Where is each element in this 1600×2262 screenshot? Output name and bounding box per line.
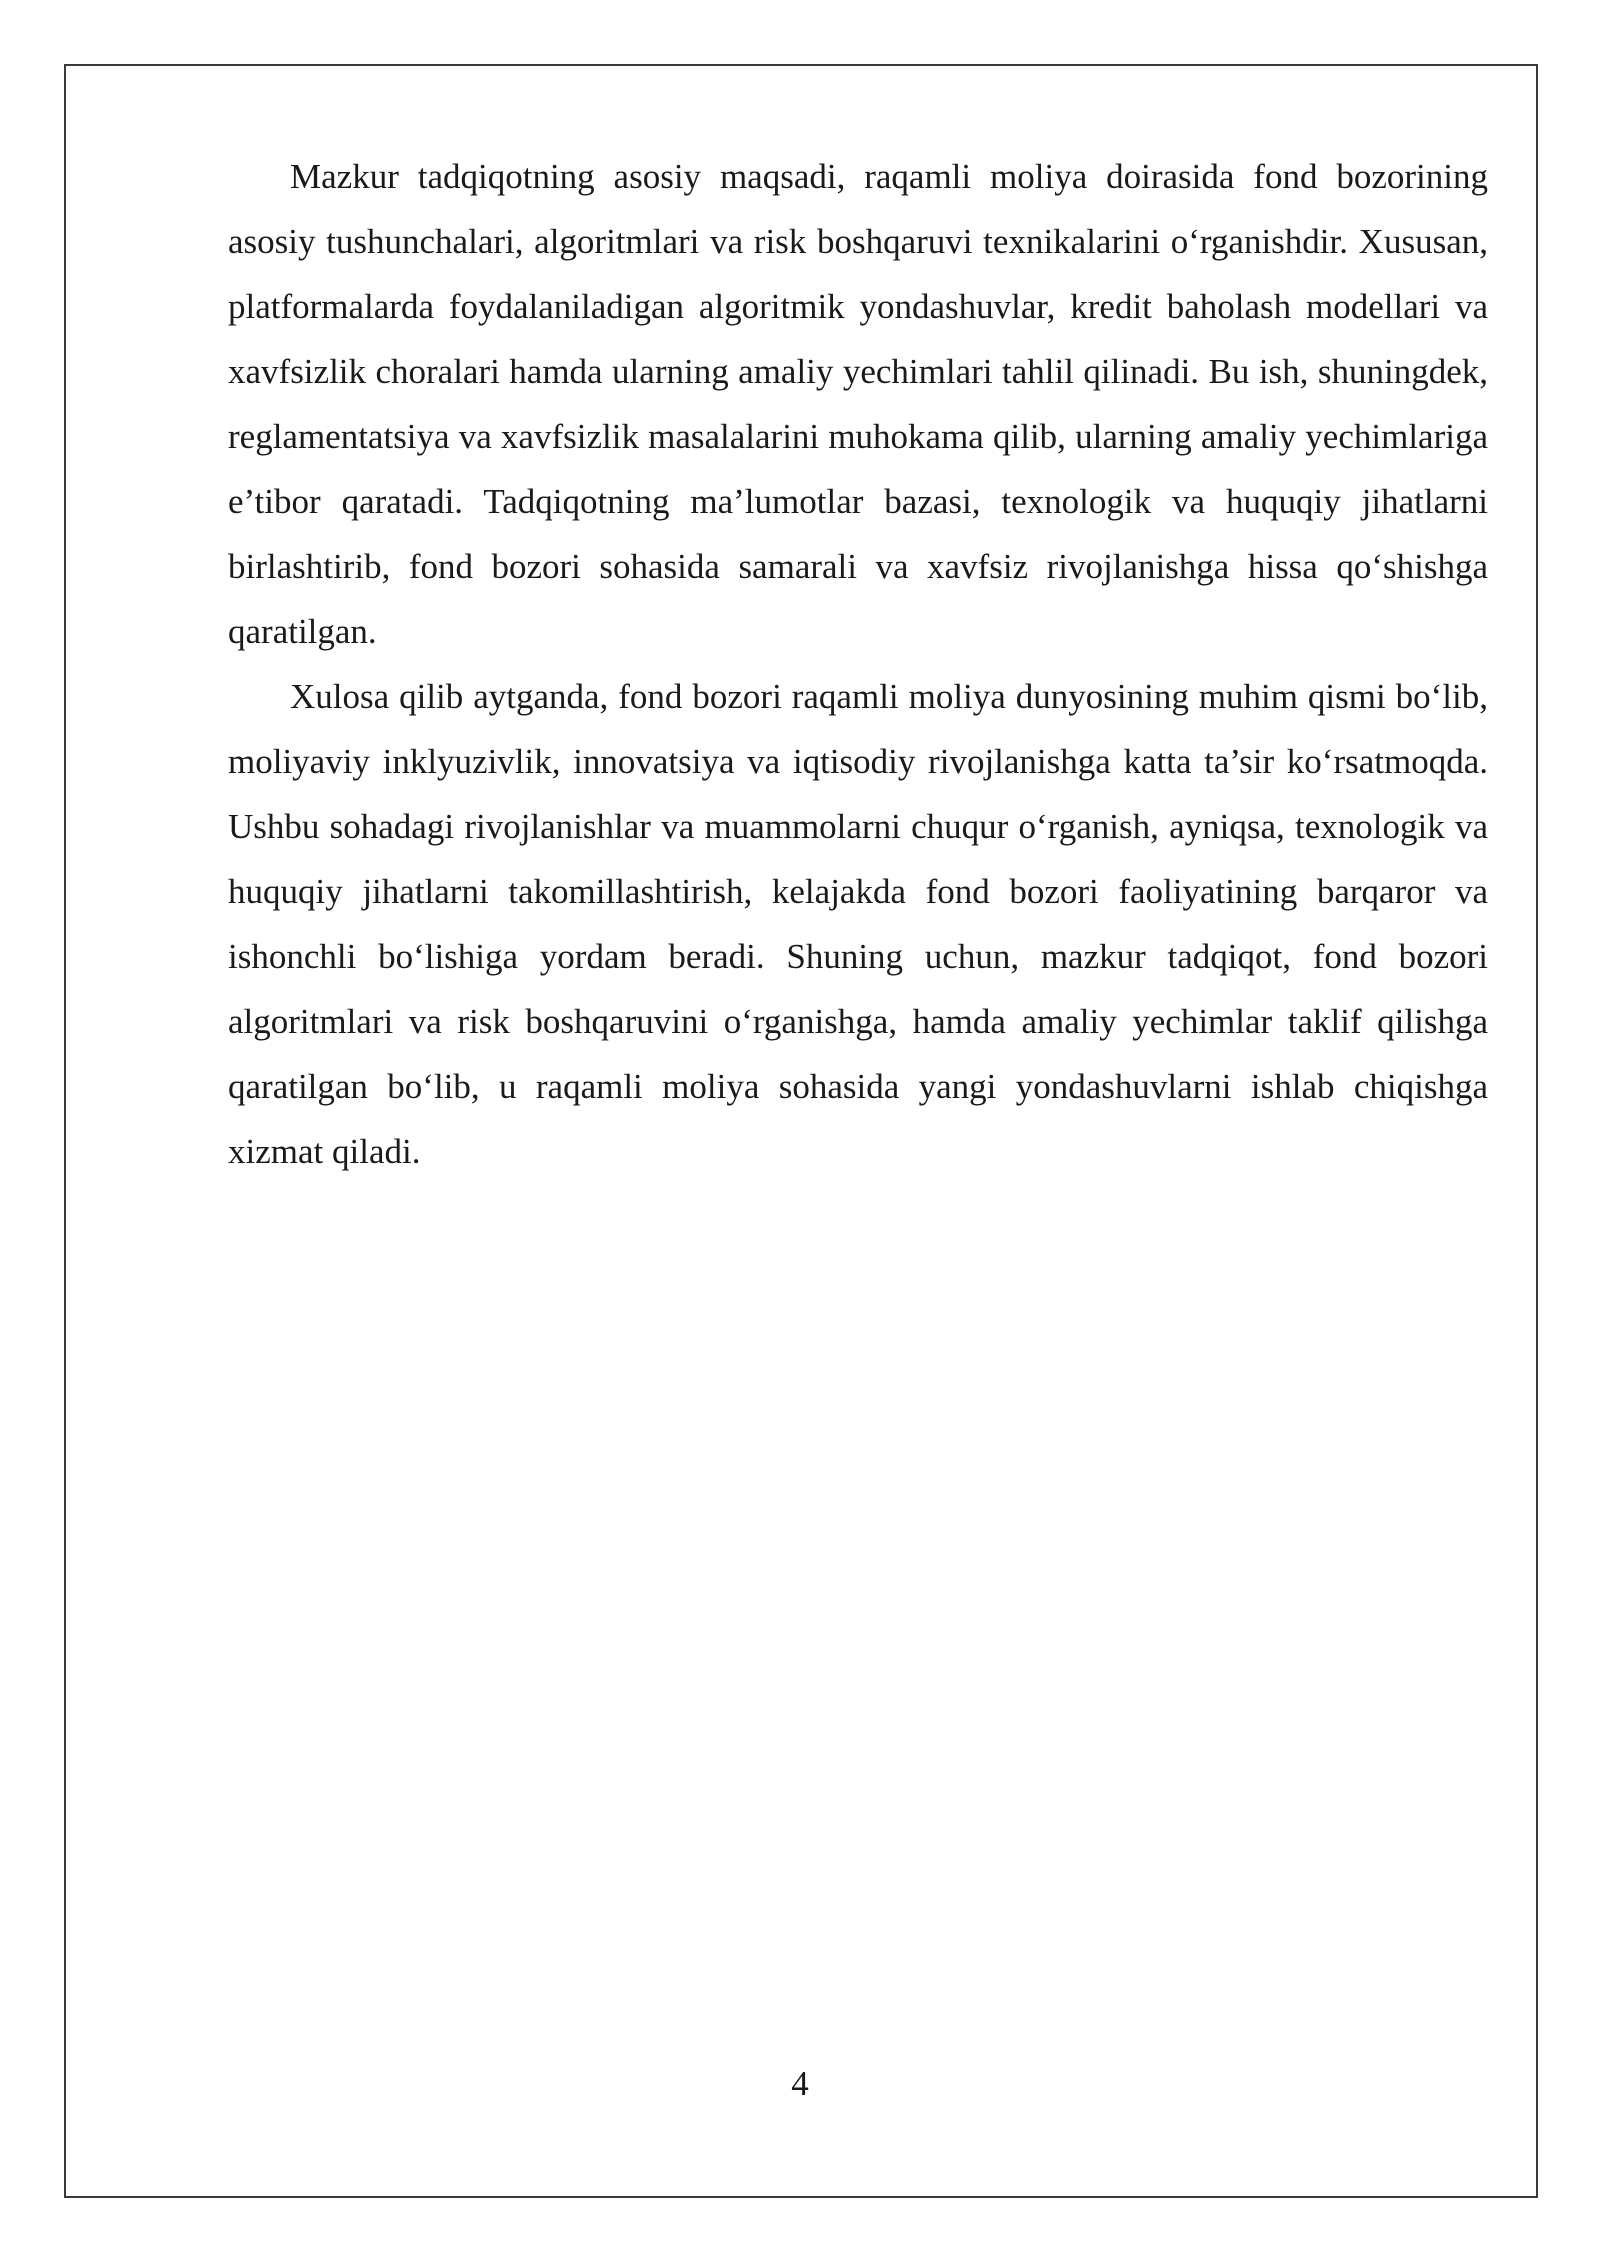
paragraph-1: Mazkur tadqiqotning asosiy maqsadi, raqamli moliya doirasida fond bozorining asosiy tushunchalari, algoritmlari va risk boshqaruvi texnikalarini o‘rganishdir. Xususan, platformalarda foydalaniladigan algoritmik yondashuvlar, kredit baholash modellari va xavfsizlik choralari hamda ularning amaliy yechimlari tahlil qilinadi. Bu ish, shuningdek, reglamentatsiya va xavfsizlik masalalarini muhokama qilib, ularning amaliy yechimlariga e’tibor qaratadi. Tadqiqotning ma’lumotlar bazasi, texnologik va huquqiy jihatlarni birlashtirib, fond bozori sohasida samarali va xavfsiz rivojlanishga hissa qo‘shishga qaratilgan. <box>228 157 1488 651</box>
body-text <box>228 144 1488 1184</box>
page-number: 4 <box>791 2064 809 2103</box>
paragraph-2: Xulosa qilib aytganda, fond bozori raqamli moliya dunyosining muhim qismi bo‘lib, moliyaviy inklyuzivlik, innovatsiya va iqtisodiy rivojlanishga katta ta’sir ko‘rsatmoqda. Ushbu sohadagi rivojlanishlar va muammolarni chuqur o‘rganish, ayniqsa, texnologik va huquqiy jihatlarni takomillashtirish, kelajakda fond bozori faoliyatining barqaror va ishonchli bo‘lishiga yordam beradi. Shuning uchun, mazkur tadqiqot, fond bozori algoritmlari va risk boshqaruvini o‘rganishga, hamda amaliy yechimlar taklif qilishga qaratilgan bo‘lib, u raqamli moliya sohasida yangi yondashuvlarni ishlab chiqishga xizmat qiladi. <box>228 677 1488 1171</box>
